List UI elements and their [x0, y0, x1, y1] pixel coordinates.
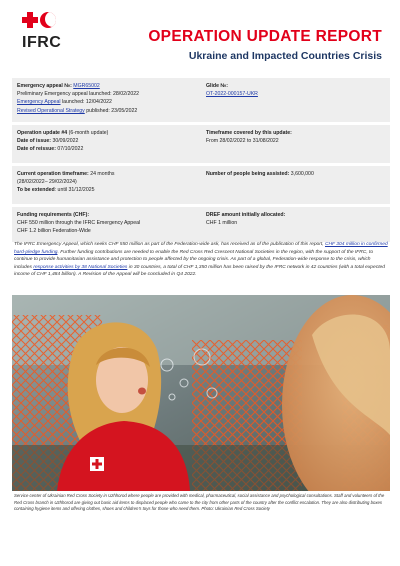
operation-timeframe-label: Current operation timeframe:	[17, 171, 89, 177]
appeal-info-table	[12, 78, 390, 245]
info-row-operation	[12, 166, 390, 204]
dref-value: CHF 1 million	[206, 220, 238, 227]
people-assisted-cell	[201, 166, 390, 204]
red-cross-icon	[22, 12, 38, 28]
operation-timeframe-dates: (28/02/2022– 29/02/2024)	[17, 179, 77, 186]
summary-text-3: in 30 countries, a total of CHF 1,350 million has been raised by the IFRC network in 42 countries (with a total expected income of CHF 1,484 billion). A Revision of the Appeal will be concluded in Q4 2022.	[14, 264, 385, 278]
preliminary-launch-text: Preliminary Emergency appeal launched: 28/02/2022	[17, 91, 139, 98]
summary-text-2: . Further funding contributions are needed to enable the Red Cross Red Crescent National Societies in the region, with the support of the IFRC, to continue to provide humanitarian assistance and protection to people affected by the ongoing crisis. As part of a global, Federation-wide response to the crisis, which includes	[14, 249, 374, 270]
revised-strategy-link[interactable]: Revised Operational Strategy	[17, 107, 85, 114]
response-activities-link[interactable]: response activities by 38 National Societies	[33, 264, 128, 270]
emergency-appeal-date: launched: 12/04/2022	[60, 99, 112, 106]
extended-label: To be extended	[17, 187, 55, 194]
people-assisted-label: Number of people being assisted:	[206, 171, 290, 177]
revised-strategy-date: published: 23/05/2022	[84, 107, 138, 114]
operation-timeframe-cell	[12, 166, 201, 204]
summary-text-1: The IFRC Emergency Appeal, which seeks CHF 550 million as part of the Federation-wide ask, has received as of the publication of this report,	[14, 242, 325, 247]
update-label: Operation update #4	[17, 130, 68, 136]
logo-text: IFRC	[22, 34, 62, 51]
report-subtitle: Ukraine and Impacted Countries Crisis	[188, 50, 382, 62]
operation-timeframe-value: 24 months	[88, 171, 115, 177]
volunteer-blowing-bubbles-image	[12, 295, 390, 491]
timeframe-label: Timeframe covered by this update:	[206, 130, 292, 136]
people-assisted-value: 3,600,000	[289, 171, 314, 177]
timeframe-value: From 28/02/2022 to 31/08/2022	[206, 138, 279, 145]
red-crescent-icon	[40, 12, 56, 28]
photo-caption: Service center of Ukrainian Red Cross Society in Uzhhorod where people are provided with medical, pharmaceutical, social assistance and psychological consultations. Staff and volunteers of the Red Cross branch in Uzhhorod are giving out basic aid items to displaced people who came to the city from other parts of the country after the conflict escalation. They are also distributing boxes containing hygiene items and offering clothes, shoes and children's toys for those who need them. Photo: Ukrainian Red Cross Society	[14, 493, 385, 512]
appeal-number-link[interactable]: MGR65002	[73, 83, 100, 89]
glide-label: Glide №:	[206, 83, 228, 89]
hard-pledge-funding-link[interactable]: CHF 304 million in confirmed hard-pledge funding	[14, 242, 388, 255]
update-cell	[12, 125, 201, 163]
issue-date-value: 30/09/2022	[51, 138, 79, 145]
timeframe-cell	[201, 125, 390, 163]
red-cross-red-crescent-emblem	[22, 10, 60, 30]
ifrc-logo	[22, 10, 60, 52]
report-title: OPERATION UPDATE REPORT	[148, 28, 382, 45]
appeal-summary-paragraph	[14, 241, 388, 279]
info-row-appeal	[12, 78, 390, 122]
info-row-update	[12, 125, 390, 163]
funding-federation-amount: CHF 1.2 billion Federation-Wide	[17, 228, 91, 235]
glide-number-link[interactable]: OT-2022-000157-UKR	[206, 91, 258, 98]
funding-cell	[12, 207, 201, 242]
funding-appeal-amount: CHF 550 million through the IFRC Emergency Appeal	[17, 220, 141, 227]
update-note: (6-month update)	[67, 130, 109, 136]
reissue-date-label: Date of reissue:	[17, 146, 56, 153]
issue-date-label: Date of issue:	[17, 138, 52, 145]
reissue-date-value: 07/10/2022	[55, 146, 84, 153]
info-row-funding	[12, 207, 390, 242]
dref-cell	[201, 207, 390, 242]
emergency-appeal-link[interactable]: Emergency Appeal	[17, 99, 61, 106]
appeal-cell	[12, 78, 201, 122]
cover-photo	[12, 295, 390, 491]
dref-label: DREF amount initially allocated:	[206, 212, 286, 218]
extended-value: : until 31/12/2025	[54, 187, 95, 194]
funding-label: Funding requirements (CHF):	[17, 212, 90, 218]
glide-cell	[201, 78, 390, 122]
appeal-number-label: Emergency appeal №:	[17, 83, 72, 89]
report-header	[0, 0, 400, 70]
